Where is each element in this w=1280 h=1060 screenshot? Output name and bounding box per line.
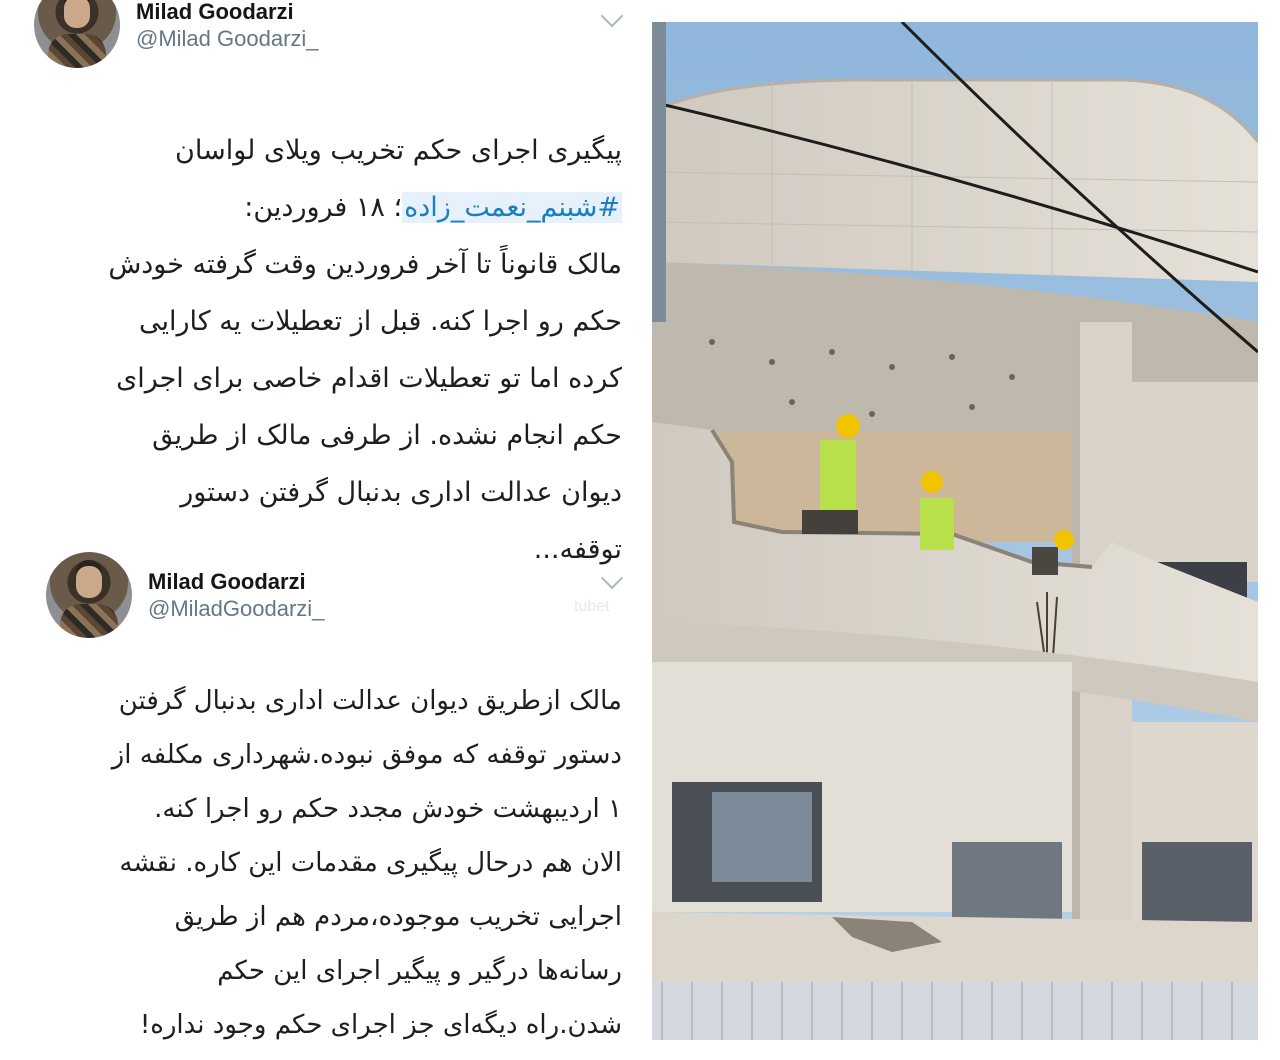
tweet-bottom-text: مالک ازطریق دیوان عدالت اداری بدنبال گرفتن دستور توقفه که موفق نبوده.شهرداری مکلفه از ۱ اردیبهشت خودش مجدد حکم رو اجرا کنه. الان هم درحال پیگیری مقدمات این کاره. نقشه اجرایی تخریب موجوده،مردم هم از طریق رسانه‌ها درگیر و پیگیر اجرای این حکم شدن.راه دیگه‌ای جز اجرای حکم وجود نداره!	[111, 686, 622, 1040]
display-name[interactable]: Milad Goodarzi	[136, 0, 294, 24]
tweet-top-text	[22, 122, 622, 578]
handle[interactable]: @Milad Goodarzi_	[136, 26, 319, 51]
tweet-top-header	[34, 0, 319, 68]
avatar[interactable]	[46, 552, 132, 638]
tweet-bottom-header	[46, 552, 324, 638]
handle[interactable]: @MiladGoodarzi_	[148, 596, 325, 621]
demolition-photo	[652, 22, 1258, 1040]
chevron-down-icon[interactable]	[601, 5, 624, 28]
tweet-top-body: مالک قانوناً تا آخر فروردین وقت گرفته خودش حکم رو اجرا کنه. قبل از تعطیلات یه کارایی کرده اما تو تعطیلات اقدام خاصی برای اجرای حکم انجام نشده. از طرفی مالک از طریق دیوان عدالت اداری بدنبال گرفتن دستور توقفه...	[108, 249, 622, 565]
hashtag-link[interactable]: #شبنم_نعمت_زاده	[404, 192, 620, 223]
avatar[interactable]	[34, 0, 120, 68]
watermark: tubet	[574, 598, 610, 615]
display-name[interactable]: Milad Goodarzi	[148, 568, 306, 594]
photo-illustration	[652, 22, 1258, 1040]
tweet-top-date: ؛ ۱۸ فروردین:	[244, 192, 403, 223]
tweet-top-line1: پیگیری اجرای حکم تخریب ویلای لواسان	[175, 135, 622, 166]
